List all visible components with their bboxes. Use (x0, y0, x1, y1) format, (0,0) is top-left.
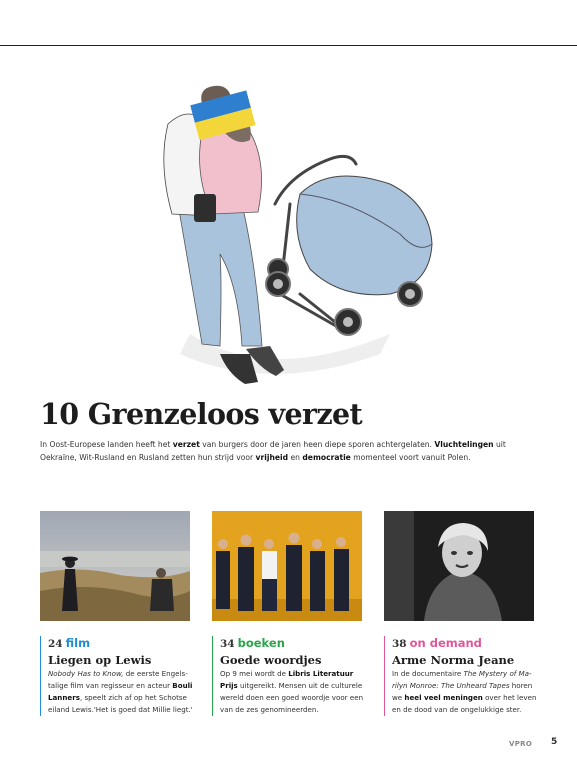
feature-intro: In Oost-Europese landen heeft het verzet van burgers door de jaren heen diepe sporen achtergelaten. Vluchtelingen uit Oekraïne, Wit-Rusland en Rusland zetten hun strijd voor vrijheid en democratie momenteel voort vanuit Polen. (40, 440, 506, 462)
ondemand-body: In de documentaire The Mystery of Marilyn Monroe: The Unheard Tapes horen we heel veel meningen over het leven en de dood van de ongelukkige ster. (392, 669, 537, 714)
keyword-democratie: democratie (302, 453, 351, 462)
film-item[interactable] (40, 636, 198, 716)
film-body: Nobody Has to Know, de eerste Engelstalige film van regisseur en acteur Bouli Lanners, speelt zich af op het Schotse eiland Lewis.'Het is goed dat Millie liegt.' (48, 669, 193, 714)
keyword-verzet: verzet (172, 440, 200, 449)
feature-headline[interactable] (40, 396, 540, 432)
vpro-logo: VPRO (509, 740, 533, 748)
page-number: 5 (551, 737, 558, 747)
ondemand-title[interactable]: Arme Norma Jeane (392, 653, 515, 667)
top-rule (0, 45, 577, 46)
keyword-vluchtelingen: Vluchtelingen (434, 440, 494, 449)
boeken-title[interactable]: Goede woordjes (220, 653, 322, 667)
ondemand-item[interactable] (384, 636, 542, 716)
feature-number: 10 (40, 397, 79, 431)
ondemand-photo[interactable] (384, 511, 534, 621)
film-photo[interactable] (40, 511, 190, 621)
keyword-vrijheid: vrijheid (255, 453, 289, 462)
ondemand-category: 38 on demand (392, 636, 482, 650)
boeken-category: 34 boeken (220, 636, 285, 650)
feature-illustration (150, 84, 440, 394)
film-category: 24 film (48, 636, 91, 650)
feature-title: Grenzeloos verzet (87, 397, 363, 431)
film-title[interactable]: Liegen op Lewis (48, 653, 152, 667)
boeken-photo[interactable] (212, 511, 362, 621)
boeken-item[interactable] (212, 636, 370, 716)
boeken-body: Op 9 mei wordt de Libris Literatuur Prijs uitgereikt. Mensen uit de culturele wereld doen een goed woordje voor een van de zes genomineerden. (220, 669, 364, 714)
